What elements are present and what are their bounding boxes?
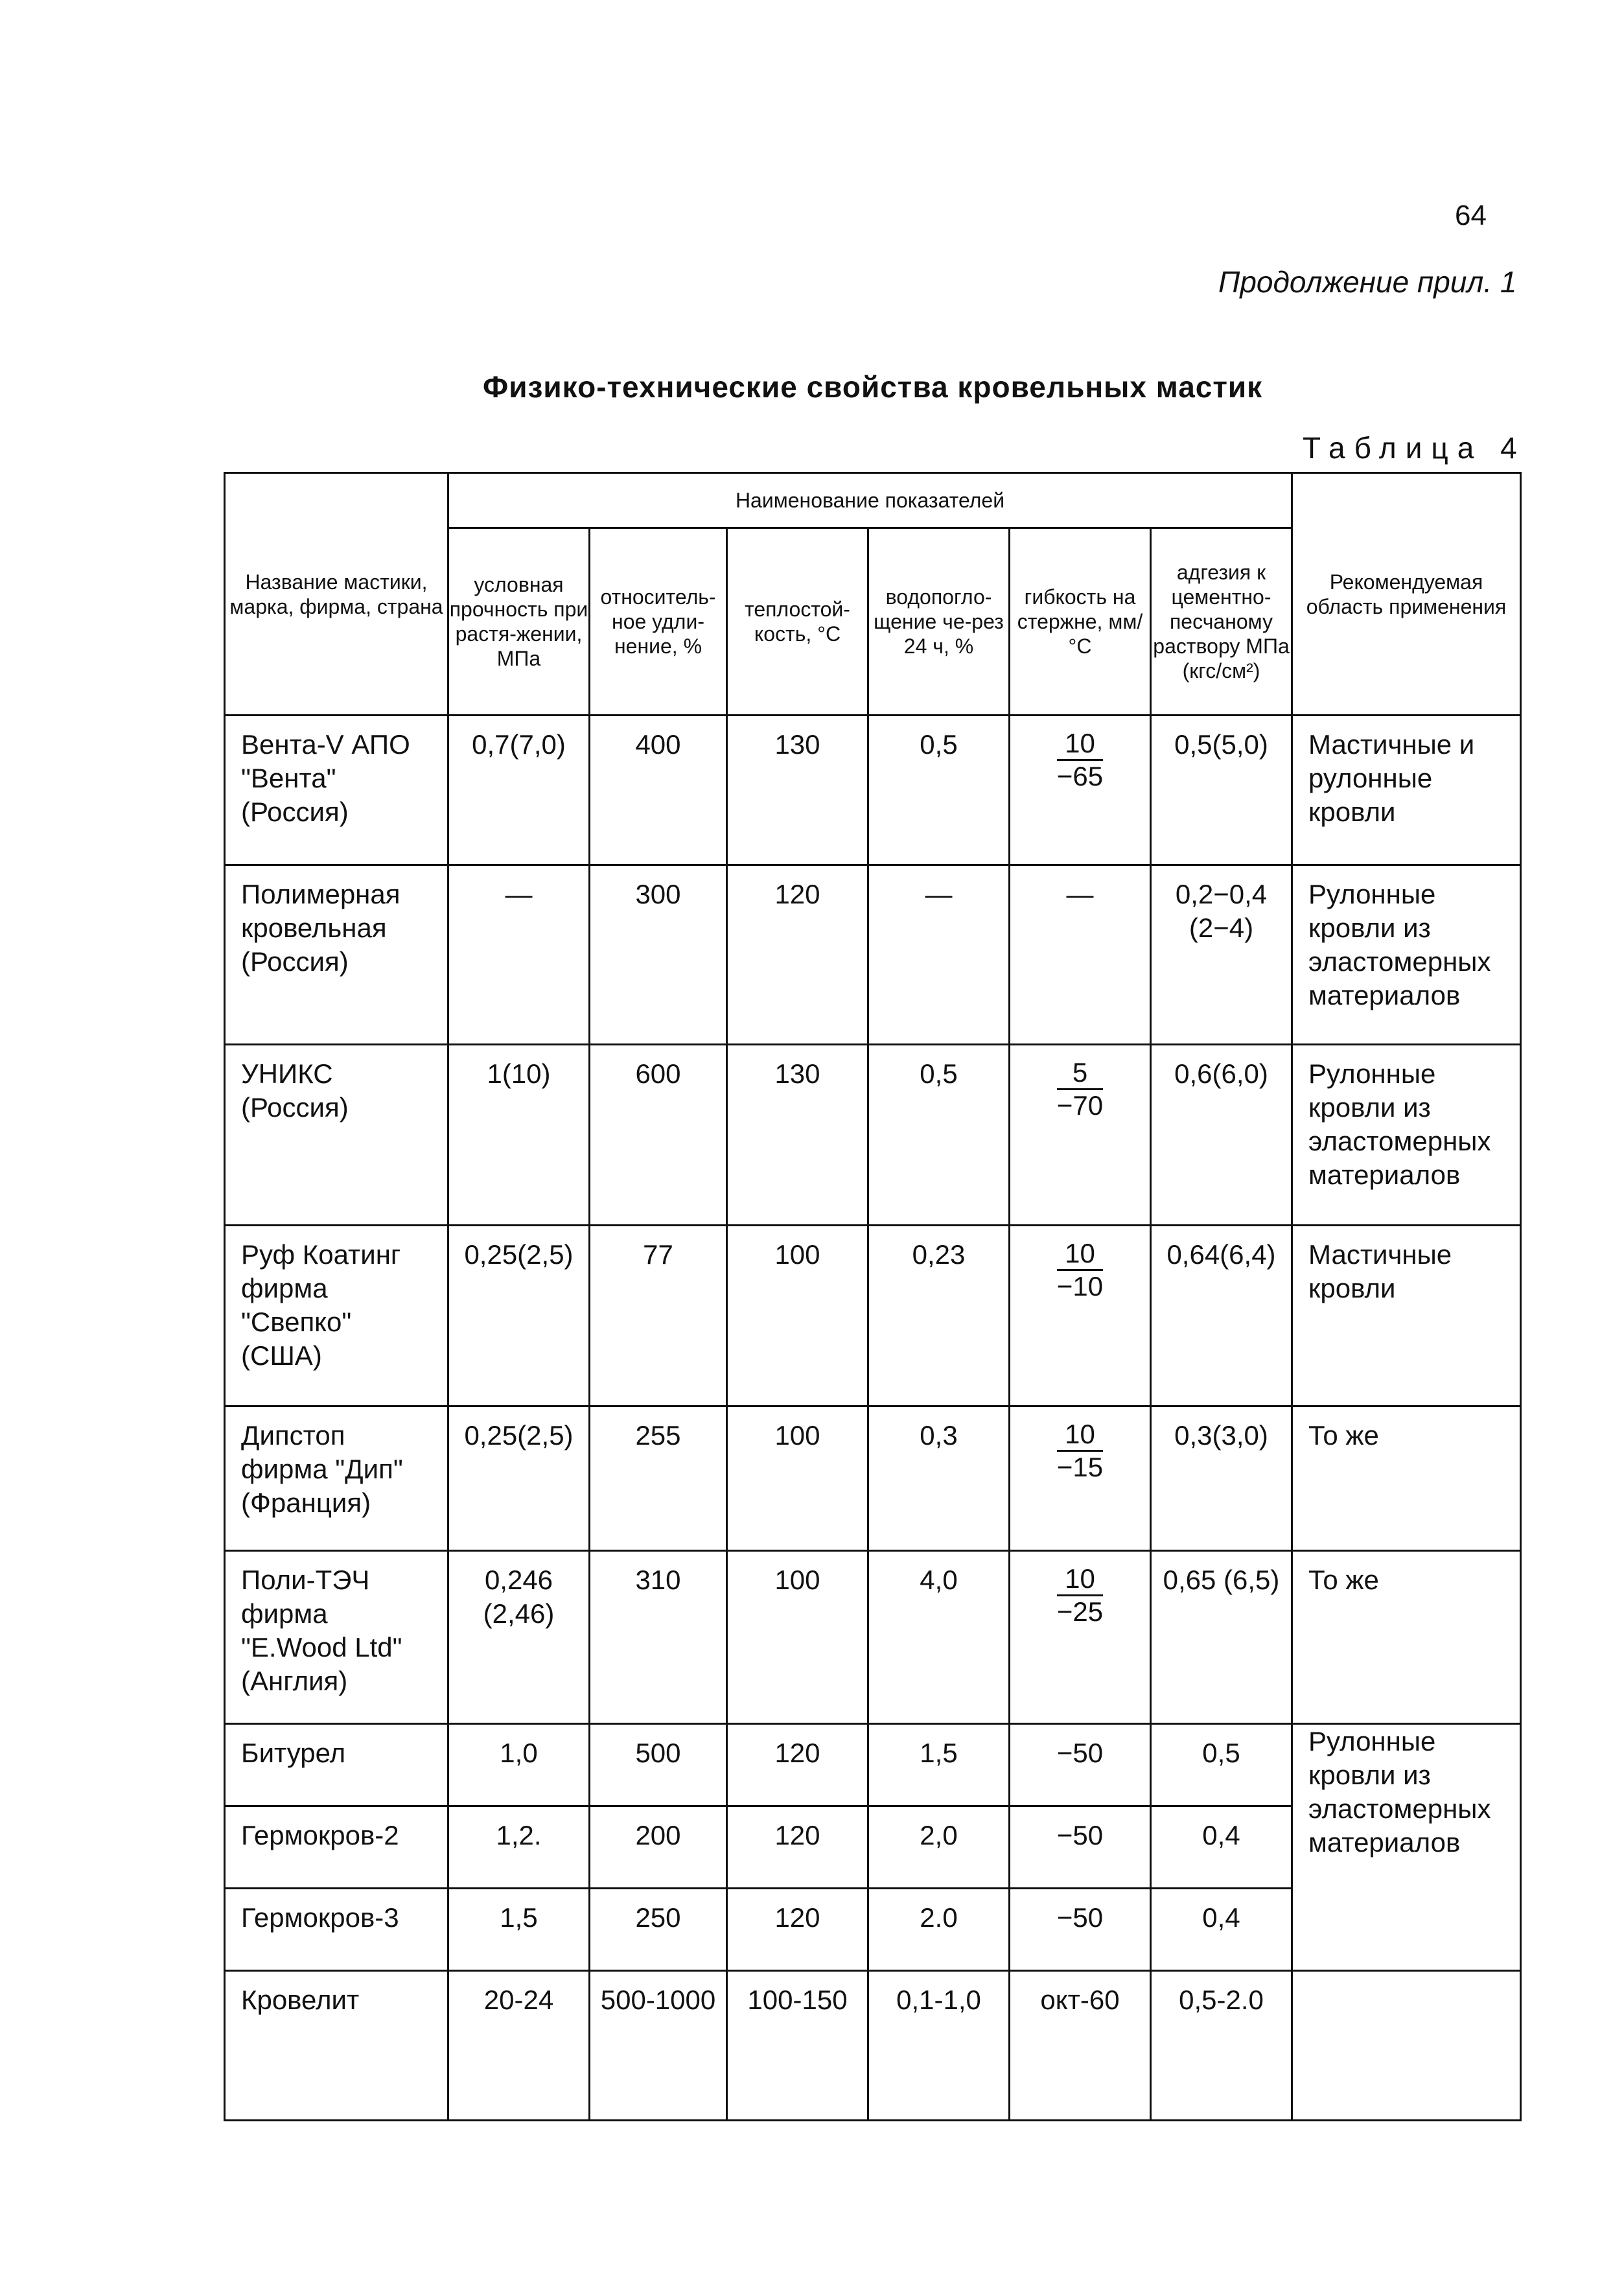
cell-adhesion: 0,65 (6,5) [1151,1551,1292,1724]
flex-fraction [1057,1563,1103,1627]
table-row [225,716,1521,865]
cell-name: Руф Коатинг фирма "Свепко" (США) [225,1226,448,1406]
flex-numerator: 10 [1057,1563,1103,1596]
cell-adhesion: 0,6(6,0) [1151,1045,1292,1226]
flex-numerator: 10 [1057,1419,1103,1452]
cell-water: 0,1-1,0 [868,1971,1010,2121]
table-row [225,1971,1521,2121]
cell-strength: 1,0 [448,1724,590,1806]
cell-water: 2,0 [868,1806,1010,1889]
cell-elongation: 500-1000 [590,1971,727,2121]
table-row [225,865,1521,1045]
cell-adhesion: 0,2−0,4 (2−4) [1151,865,1292,1045]
table-label: Таблица 4 [1303,431,1526,465]
cell-flex [1010,1406,1151,1551]
cell-water: 2.0 [868,1889,1010,1971]
cell-heat: 100-150 [727,1971,868,2121]
cell-flex: окт-60 [1010,1971,1151,2121]
cell-elongation: 200 [590,1806,727,1889]
cell-area-group: Рулонные кровли из эластомерных материалов [1292,1724,1521,1971]
cell-water: 1,5 [868,1724,1010,1806]
header-adhesion: адгезия к цементно-песчаному раствору МПа (кгс/см²) [1151,528,1292,716]
cell-flex: — [1010,865,1151,1045]
cell-adhesion: 0,4 [1151,1806,1292,1889]
cell-elongation: 400 [590,716,727,865]
cell-name: Гермокров-2 [225,1806,448,1889]
flex-numerator: 10 [1057,1238,1103,1271]
header-name: Название мастики, марка, фирма, страна [225,473,448,716]
cell-strength: 1,2. [448,1806,590,1889]
cell-name: Кровелит [225,1971,448,2121]
cell-flex: −50 [1010,1724,1151,1806]
cell-adhesion: 0,3(3,0) [1151,1406,1292,1551]
cell-area: Мастичные и рулонные кровли [1292,716,1521,865]
flex-denominator: −10 [1056,1271,1104,1301]
table-row [225,1551,1521,1724]
cell-area: То же [1292,1551,1521,1724]
header-water: водопогло-щение че-рез 24 ч, % [868,528,1010,716]
cell-adhesion: 0,5(5,0) [1151,716,1292,865]
cell-flex: −50 [1010,1889,1151,1971]
cell-heat: 130 [727,1045,868,1226]
flex-denominator: −15 [1056,1452,1104,1482]
header-heat: теплостой-кость, °С [727,528,868,716]
table-row [225,1045,1521,1226]
cell-flex: −50 [1010,1806,1151,1889]
cell-adhesion: 0,5-2.0 [1151,1971,1292,2121]
cell-elongation: 77 [590,1226,727,1406]
cell-heat: 130 [727,716,868,865]
cell-flex [1010,1551,1151,1724]
cell-name: Гермокров-3 [225,1889,448,1971]
header-group: Наименование показателей [448,473,1292,528]
page-number: 64 [1455,200,1487,231]
cell-area: Рулонные кровли из эластомерных материалов [1292,865,1521,1045]
cell-flex [1010,1226,1151,1406]
header-elongation: относитель-ное удли-нение, % [590,528,727,716]
flex-numerator: 10 [1057,728,1103,761]
cell-heat: 120 [727,1889,868,1971]
table-row [225,1724,1521,1806]
cell-name: УНИКС (Россия) [225,1045,448,1226]
cell-strength: 20-24 [448,1971,590,2121]
header-strength: условная прочность при растя-жении, МПа [448,528,590,716]
cell-flex [1010,716,1151,865]
cell-adhesion: 0,64(6,4) [1151,1226,1292,1406]
header-flex: гибкость на стержне, мм/°С [1010,528,1151,716]
cell-heat: 120 [727,1806,868,1889]
cell-name: Вента-V АПО "Вента" (Россия) [225,716,448,865]
cell-strength: 0,7(7,0) [448,716,590,865]
cell-name: Поли-ТЭЧ фирма "E.Wood Ltd" (Англия) [225,1551,448,1724]
flex-fraction [1057,728,1103,792]
flex-fraction [1057,1419,1103,1483]
table-title: Физико-технические свойства кровельных мастик [483,370,1263,404]
cell-adhesion: 0,4 [1151,1889,1292,1971]
cell-water: 4,0 [868,1551,1010,1724]
cell-heat: 100 [727,1226,868,1406]
cell-strength: 0,25(2,5) [448,1406,590,1551]
flex-numerator: 5 [1057,1057,1103,1090]
cell-heat: 100 [727,1406,868,1551]
cell-elongation: 600 [590,1045,727,1226]
cell-area: То же [1292,1406,1521,1551]
cell-elongation: 500 [590,1724,727,1806]
cell-name: Полимерная кровельная (Россия) [225,865,448,1045]
cell-adhesion: 0,5 [1151,1724,1292,1806]
cell-area: Мастичные кровли [1292,1226,1521,1406]
table-row [225,1226,1521,1406]
cell-name: Битурел [225,1724,448,1806]
cell-water: — [868,865,1010,1045]
header-area: Рекомендуемая область применения [1292,473,1521,716]
table-row [225,1406,1521,1551]
flex-denominator: −70 [1056,1090,1104,1121]
cell-strength: — [448,865,590,1045]
cell-strength: 1(10) [448,1045,590,1226]
cell-elongation: 255 [590,1406,727,1551]
cell-water: 0,3 [868,1406,1010,1551]
cell-flex [1010,1045,1151,1226]
cell-area-empty [1292,1971,1521,2121]
cell-water: 0,23 [868,1226,1010,1406]
flex-denominator: −25 [1056,1596,1104,1627]
flex-denominator: −65 [1056,761,1104,791]
cell-heat: 120 [727,865,868,1045]
cell-strength: 0,246 (2,46) [448,1551,590,1724]
cell-elongation: 250 [590,1889,727,1971]
cell-name: Дипстоп фирма "Дип" (Франция) [225,1406,448,1551]
cell-water: 0,5 [868,1045,1010,1226]
cell-strength: 1,5 [448,1889,590,1971]
cell-strength: 0,25(2,5) [448,1226,590,1406]
flex-fraction [1057,1238,1103,1302]
properties-table [224,472,1522,2121]
cell-area: Рулонные кровли из эластомерных материалов [1292,1045,1521,1226]
cell-heat: 100 [727,1551,868,1724]
cell-elongation: 300 [590,865,727,1045]
cell-water: 0,5 [868,716,1010,865]
continuation-note: Продолжение прил. 1 [1218,265,1517,299]
cell-elongation: 310 [590,1551,727,1724]
flex-fraction [1057,1057,1103,1121]
cell-heat: 120 [727,1724,868,1806]
